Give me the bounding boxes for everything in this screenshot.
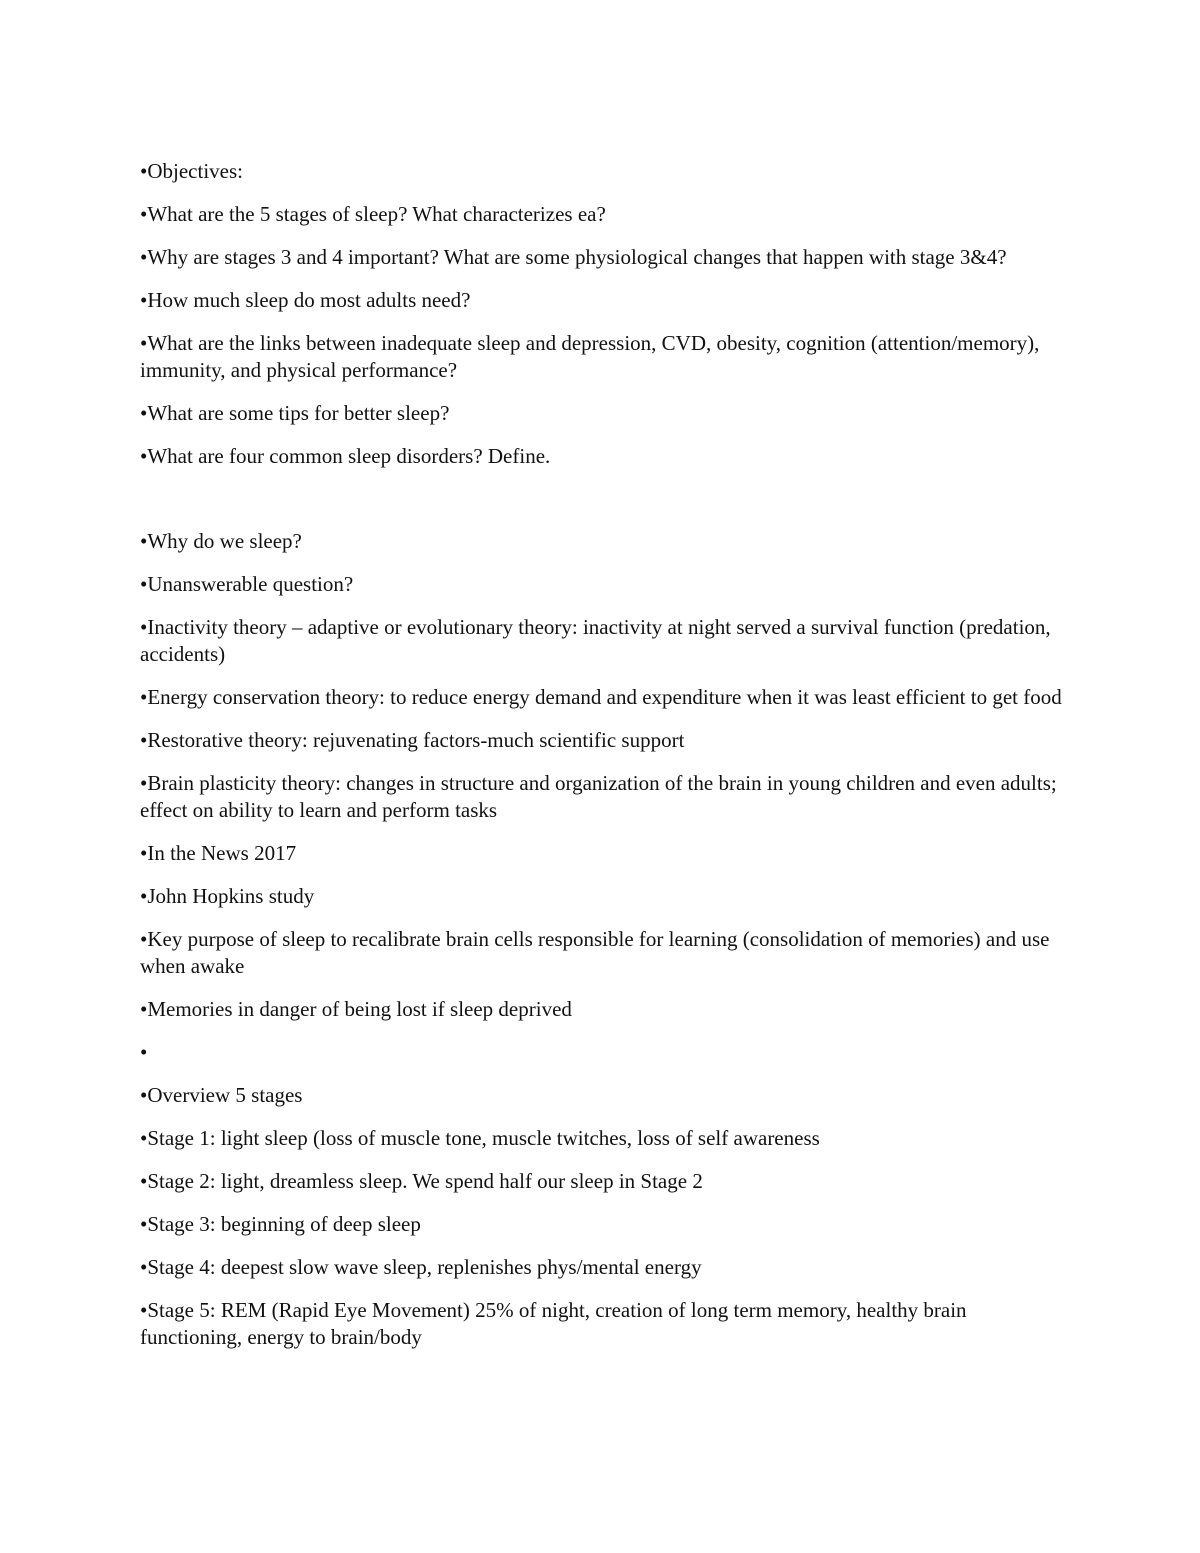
stage-item: •Stage 3: beginning of deep sleep — [140, 1212, 421, 1236]
note-item: •Overview 5 stages — [140, 1083, 303, 1107]
note-item: •Key purpose of sleep to recalibrate brain cells responsible for learning (consolidation of memories) and use when awake — [140, 927, 1055, 978]
empty-bullet: • — [140, 1040, 148, 1064]
objective-item: •What are the links between inadequate sleep and depression, CVD, obesity, cognition (attention/memory), immunity, and physical performance? — [140, 331, 1045, 382]
note-item: •In the News 2017 — [140, 841, 297, 865]
objectives-heading: •Objectives: — [140, 159, 243, 183]
note-item: •John Hopkins study — [140, 884, 315, 908]
document-body — [140, 158, 1065, 1367]
objective-item: •What are some tips for better sleep? — [140, 401, 450, 425]
stage-item: •Stage 5: REM (Rapid Eye Movement) 25% of night, creation of long term memory, healthy brain functioning, energy to brain/body — [140, 1298, 972, 1349]
note-item: •Unanswerable question? — [140, 572, 354, 596]
note-item: •Inactivity theory – adaptive or evolutionary theory: inactivity at night served a survival function (predation, accidents) — [140, 615, 1056, 666]
note-item: •Energy conservation theory: to reduce energy demand and expenditure when it was least efficient to get food — [140, 685, 1062, 709]
note-item: •Brain plasticity theory: changes in structure and organization of the brain in young children and even adults; effect on ability to learn and perform tasks — [140, 771, 1062, 822]
objective-item: •How much sleep do most adults need? — [140, 288, 471, 312]
section-gap — [140, 486, 1065, 528]
stage-item: •Stage 1: light sleep (loss of muscle tone, muscle twitches, loss of self awareness — [140, 1126, 820, 1150]
objective-item: •What are four common sleep disorders? Define. — [140, 444, 551, 468]
stage-item: •Stage 4: deepest slow wave sleep, replenishes phys/mental energy — [140, 1255, 702, 1279]
note-item: •Restorative theory: rejuvenating factors-much scientific support — [140, 728, 685, 752]
objective-item: •What are the 5 stages of sleep? What characterizes ea? — [140, 202, 606, 226]
stage-item: •Stage 2: light, dreamless sleep. We spend half our sleep in Stage 2 — [140, 1169, 703, 1193]
note-item: •Why do we sleep? — [140, 529, 302, 553]
objective-item: •Why are stages 3 and 4 important? What are some physiological changes that happen with stage 3&4? — [140, 245, 1007, 269]
note-item: •Memories in danger of being lost if sleep deprived — [140, 997, 572, 1021]
